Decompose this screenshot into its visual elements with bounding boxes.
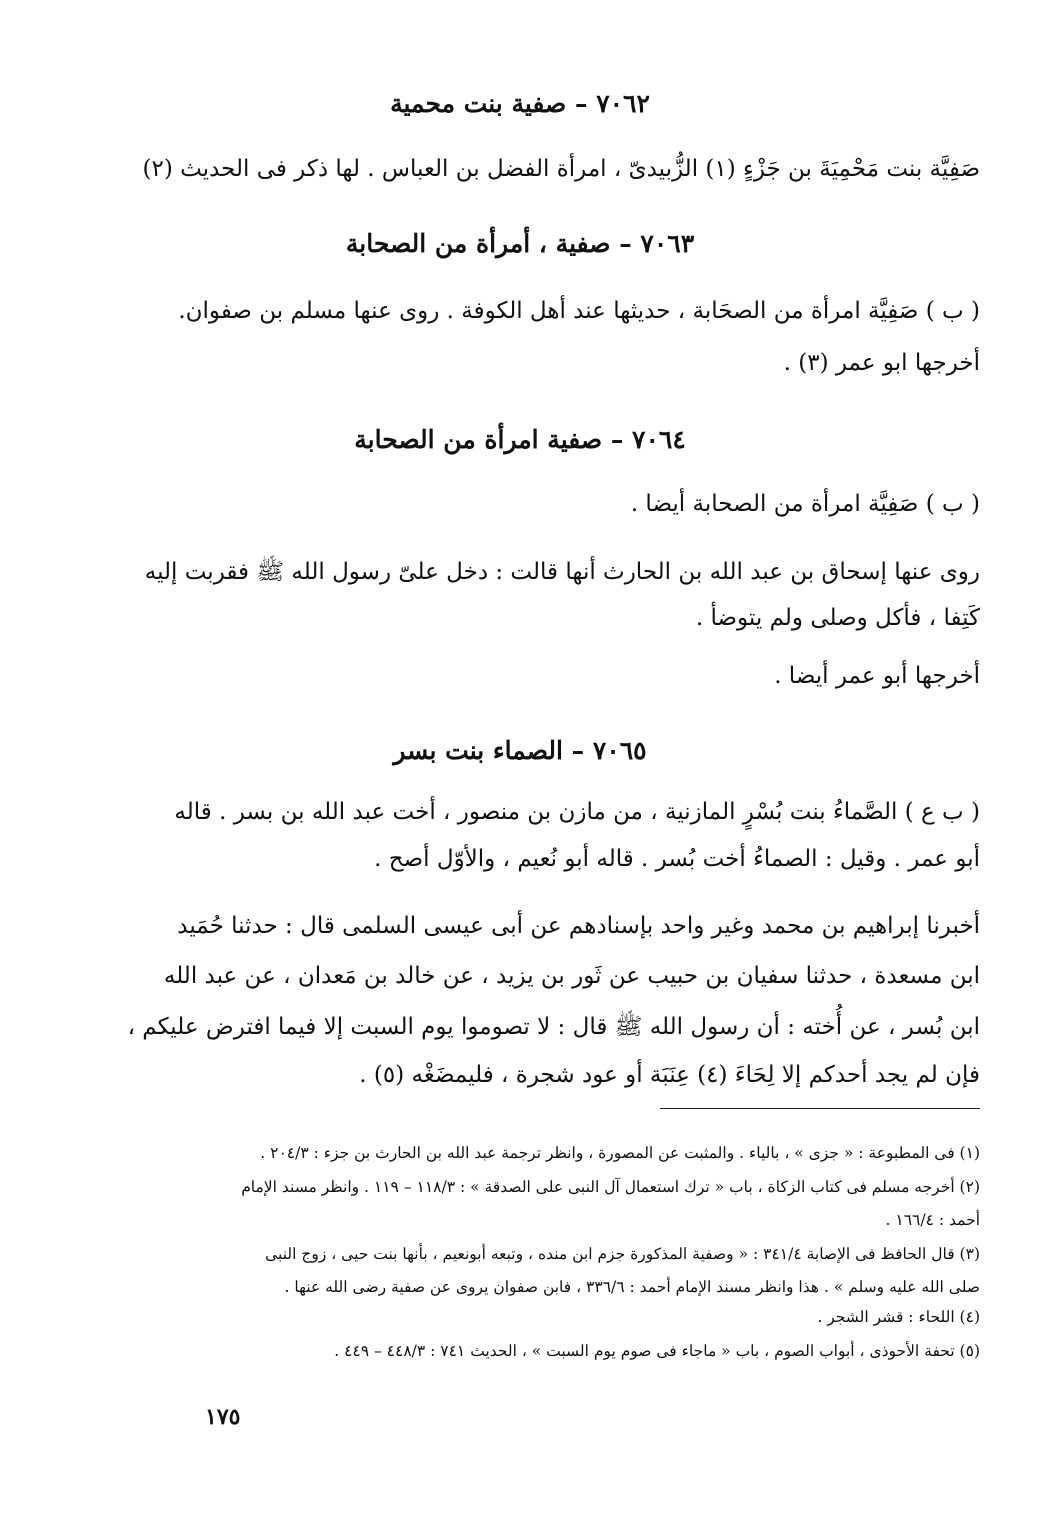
- entry-text-line: فإن لم يجد أحدكم إلا لِحَاءَ (٤) عِنَبَة أو عود شجرة ، فليمضَغْه (٥) .: [359, 1062, 980, 1088]
- entry-text-line: صَفِيَّة بنت مَحْمِيَةَ بن جَزْءٍ (١) الزُّبيدىّ ، امرأة الفضل بن العباس . لها ذكر فى الحديث (٢): [142, 156, 980, 182]
- entry-text-line: أخرجها ابو عمر (٣) .: [783, 350, 980, 376]
- footnote: أحمد : ١٦٦/٤ .: [885, 1211, 980, 1229]
- page-number: ١٧٥: [205, 1404, 241, 1430]
- footnote: (٣) قال الحافظ فى الإصابة ٣٤١/٤ : « وصفية المذكورة جزم ابن منده ، وتبعه أبونعيم ، بأنها بنت حيى ، زوج النبى: [265, 1245, 980, 1263]
- entry-heading: ٧٠٦٣ – صفية ، أمرأة من الصحابة: [345, 229, 695, 258]
- footnote: (١) فى المطبوعة : « جزى » ، بالياء . والمثبت عن المصورة ، وانظر ترجمة عبد الله بن الحارث بن جزء : ٢٠٤/٣ .: [260, 1144, 980, 1162]
- entry-heading: ٧٠٦٥ – الصماء بنت بسر: [393, 736, 647, 765]
- footnote: (٥) تحفة الأحوذى ، أبواب الصوم ، باب « ماجاء فى صوم يوم السبت » ، الحديث ٧٤١ : ٤٤٨/٣ – ٤٤٩ .: [334, 1342, 980, 1360]
- entry-text-line: كَتِفا ، فأكل وصلى ولم يتوضأ .: [695, 605, 980, 631]
- entry-text-line: ابن مسعدة ، حدثنا سفيان بن حبيب عن ثَور بن يزيد ، عن خالد بن مَعدان ، عن عبد الله: [163, 963, 980, 989]
- entry-text-line: روى عنها إسحاق بن عبد الله بن الحارث أنها قالت : دخل علىّ رسول الله ﷺ فقربت إليه: [144, 559, 980, 585]
- footnote: (٢) أخرجه مسلم فى كتاب الزكاة ، باب « ترك استعمال آل النبى على الصدقة » : ١١٨/٣ – ١١٩ . وانظر مسند الإمام: [241, 1178, 980, 1196]
- entry-text-line: أبو عمر . وقيل : الصماءُ أخت بُسر . قاله أبو نُعيم ، والأوّل أصح .: [374, 846, 980, 872]
- footnote: صلى الله عليه وسلم » . هذا وانظر مسند الإمام أحمد : ٣٣٦/٦ ، فابن صفوان يروى عن صفية رضى الله عنها .: [284, 1278, 980, 1296]
- entry-text-line: ( ب ع ) الصَّماءُ بنت بُسْرٍ المازنية ، من مازن بن منصور ، أخت عبد الله بن بسر . قاله: [174, 799, 980, 825]
- entry-text-line: ( ب ) صَفِيَّة امرأة من الصحَابة ، حديثها عند أهل الكوفة . روى عنها مسلم بن صفوان.: [178, 298, 980, 324]
- entry-text-line: ( ب ) صَفِيَّة امرأة من الصحابة أيضا .: [630, 491, 980, 517]
- entry-text-line: أخرجها أبو عمر أيضا .: [774, 663, 980, 689]
- entry-text-line: أخبرنا إبراهيم بن محمد وغير واحد بإسنادهم عن أبى عيسى السلمى قال : حدثنا حُمَيد: [177, 913, 980, 939]
- entry-text-line: ابن بُسر ، عن أُخته : أن رسول الله ﷺ قال : لا تصوموا يوم السبت إلا فيما افترض عليكم ،: [127, 1014, 980, 1040]
- entry-heading: ٧٠٦٤ – صفية امرأة من الصحابة: [354, 425, 686, 454]
- footnote: (٤) اللحاء : قشر الشجر .: [817, 1308, 980, 1326]
- footnote-divider: [660, 1108, 980, 1109]
- entry-heading: ٧٠٦٢ – صفية بنت محمية: [390, 89, 650, 118]
